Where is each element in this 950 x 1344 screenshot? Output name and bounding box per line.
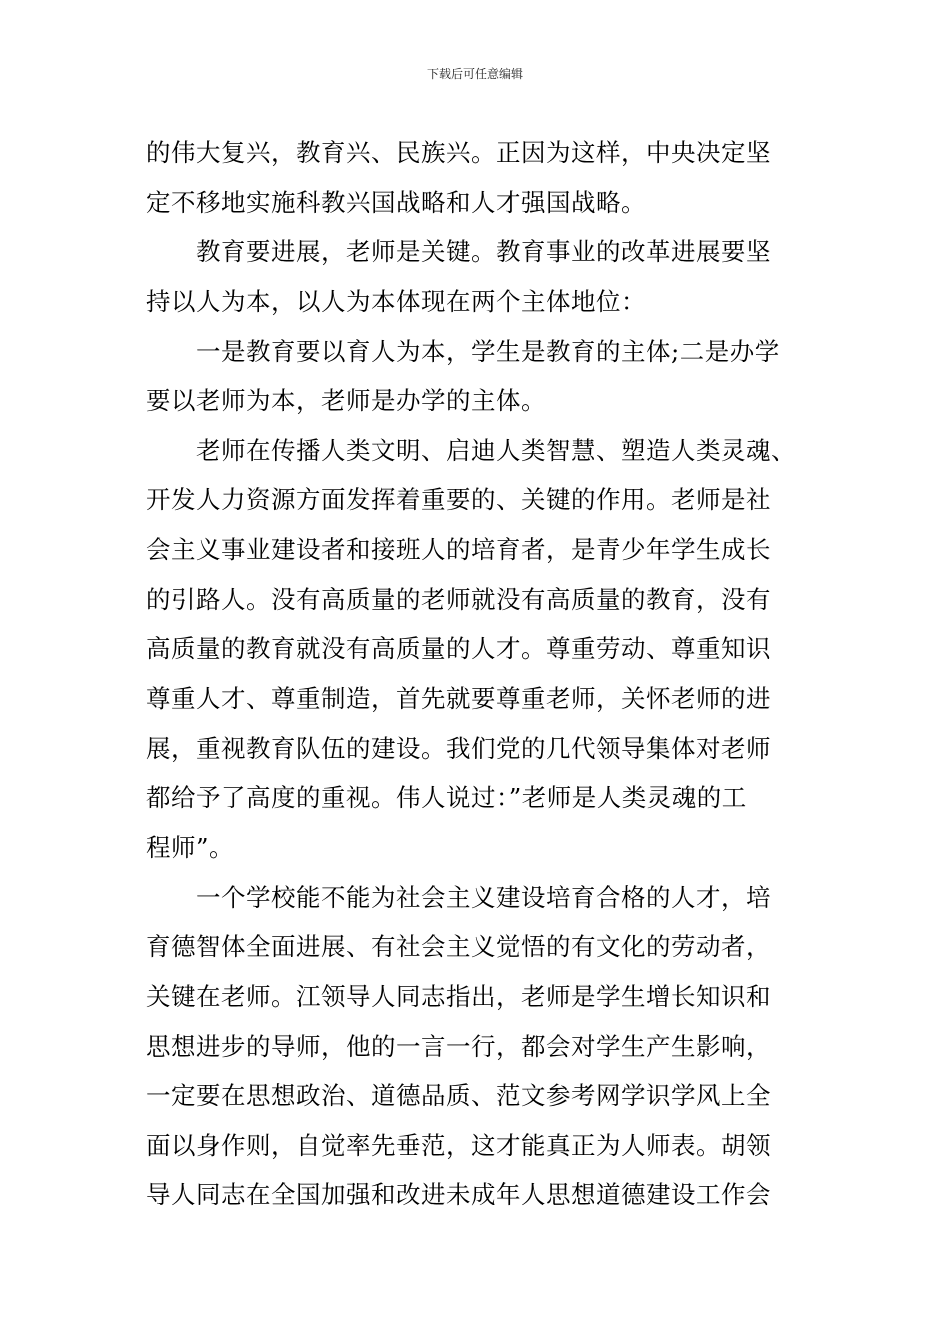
text-line: 的引路人。没有高质量的老师就没有高质量的教育，没有 [146, 584, 771, 614]
text-line: 会主义事业建设者和接班人的培育者，是青少年学生成长 [146, 535, 771, 565]
text-line: 的伟大复兴，教育兴、民族兴。正因为这样，中央决定坚 [146, 138, 771, 167]
text-line: 教育要进展，老师是关键。教育事业的改革进展要坚 [196, 237, 771, 267]
text-line: 定不移地实施科教兴国战略和人才强国战略。 [146, 187, 646, 217]
page-header: 下载后可任意编辑 [426, 67, 523, 81]
text-line: 老师在传播人类文明、启迪人类智慧、塑造人类灵魂、 [196, 435, 796, 465]
text-line: 程师”。 [146, 832, 235, 862]
document-body [146, 128, 816, 1220]
text-line: 面以身作则，自觉率先垂范，这才能真正为人师表。胡领 [146, 1130, 771, 1160]
text-line: 一是教育要以育人为本，学生是教育的主体;二是办学 [196, 336, 780, 366]
text-line: 一个学校能不能为社会主义建设培育合格的人才，培 [196, 882, 771, 912]
text-line: 要以老师为本，老师是办学的主体。 [146, 386, 546, 416]
text-line: 关键在老师。江领导人同志指出，老师是学生增长知识和 [146, 981, 771, 1011]
text-line: 育德智体全面进展、有社会主义觉悟的有文化的劳动者， [146, 932, 771, 962]
text-line: 展，重视教育队伍的建设。我们党的几代领导集体对老师 [146, 733, 771, 763]
text-line: 持以人为本，以人为本体现在两个主体地位： [146, 286, 646, 316]
text-line: 高质量的教育就没有高质量的人才。尊重劳动、尊重知识 [146, 634, 771, 664]
text-line: 都给予了高度的重视。伟人说过：”老师是人类灵魂的工 [146, 783, 747, 813]
text-line: 开发人力资源方面发挥着重要的、关键的作用。老师是社 [146, 485, 771, 515]
text-line: 思想进步的导师，他的一言一行，都会对学生产生影响， [146, 1031, 771, 1061]
text-line: 一定要在思想政治、道德品质、范文参考网学识学风上全 [146, 1081, 771, 1111]
text-line: 导人同志在全国加强和改进未成年人思想道德建设工作会 [146, 1180, 771, 1210]
text-line: 尊重人才、尊重制造，首先就要尊重老师，关怀老师的进 [146, 684, 771, 714]
